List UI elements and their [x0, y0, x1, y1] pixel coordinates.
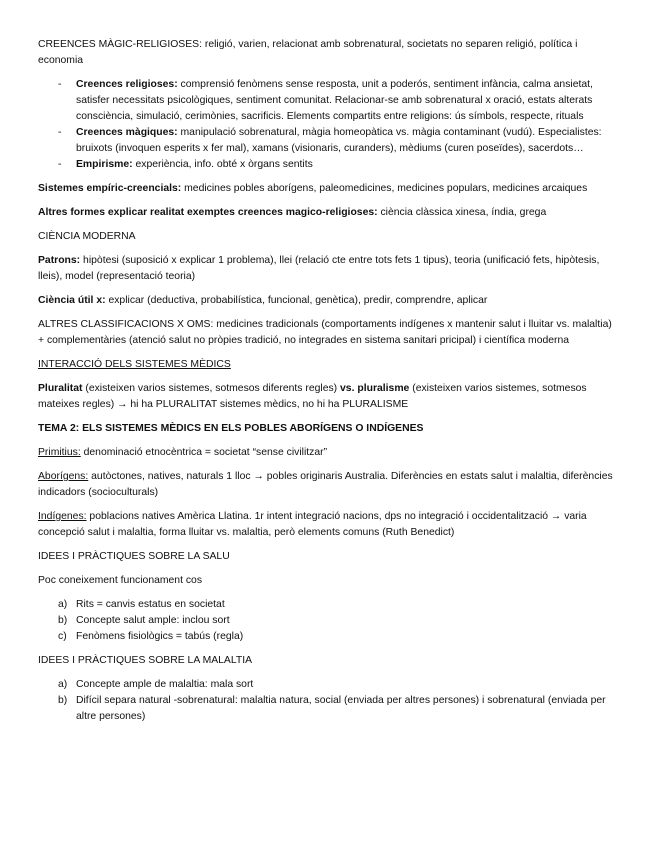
- term: Creences màgiques:: [76, 127, 178, 138]
- malaltia-list: [38, 677, 618, 725]
- list-marker: a): [58, 599, 68, 610]
- item-text: Fenòmens fisiològics = tabús (regla): [76, 631, 244, 642]
- list-marker: c): [58, 631, 67, 642]
- salut-list: [38, 597, 618, 645]
- list-item: [76, 125, 618, 157]
- aborigens-paragraph: [38, 469, 618, 501]
- interaccio-heading: [38, 357, 618, 373]
- definition: poblacions natives Amèrica Llatina. 1r intent integració nacions, dps no integració i occidentalització → varia concepció salut i malaltia, forma lluitar vs. malaltia, però elements comuns (Ruth Benedict): [38, 511, 587, 538]
- pluralitat-paragraph: [38, 381, 618, 413]
- item-text: Concepte salut ample: inclou sort: [76, 615, 230, 626]
- definition: experiència, info. obté x òrgans sentits: [132, 159, 313, 170]
- list-item: [58, 629, 618, 645]
- list-item: [76, 77, 618, 125]
- idees-salut-heading: IDEES I PRÀCTIQUES SOBRE LA SALU: [38, 551, 230, 562]
- ciencia-moderna-heading: CIÈNCIA MODERNA: [38, 231, 136, 242]
- altres-formes-paragraph: [38, 205, 618, 221]
- definition: autòctones, natives, naturals 1 lloc → pobles originaris Australia. Diferències en estats salut i malaltia, diferències indicadors (socioculturals): [38, 471, 613, 498]
- empiric-paragraph: [38, 181, 618, 197]
- primitius-paragraph: [38, 445, 618, 461]
- underlined-heading: INTERACCIÓ DELS SISTEMES MÈDICS: [38, 359, 231, 370]
- indigenes-paragraph: [38, 509, 618, 541]
- term: Altres formes explicar realitat exemptes creences magico-religioses:: [38, 207, 378, 218]
- term: Sistemes empíric-creencials:: [38, 183, 182, 194]
- list-item: [58, 613, 618, 629]
- list-item: [58, 693, 618, 725]
- poc-coneixement-paragraph: Poc coneixement funcionament cos: [38, 575, 203, 586]
- altres-classificacions-paragraph: ALTRES CLASSIFICACIONS X OMS: medicines tradicionals (comportaments indígenes x mantenir salut i lluitar vs. malaltia) + complementàries (atenció salut no pròpies tradició, no integrades en sistema sanitari pricipal) i científica moderna: [38, 319, 612, 346]
- definition: denominació etnocèntrica = societat “sense civilitzar”: [80, 447, 328, 458]
- term: Empirisme:: [76, 159, 133, 170]
- definition: comprensió fenòmens sense resposta, unit a poderós, sentiment infància, calma ansietat, satisfer necessitats psicològiques, sentiment comunitat. Relacionar-se amb sobrenatural x oració, estats alterats consciència, simulació, cerimònies, sacrificis. Elements compartits entre religions: ús símbols, respecte, rituals: [76, 79, 593, 122]
- list-item: [76, 157, 618, 173]
- item-text: Difícil separa natural -sobrenatural: malaltia natura, social (enviada per altres persones) i sobrenatural (enviada per altre persones): [76, 695, 606, 722]
- item-text: Concepte ample de malaltia: mala sort: [76, 679, 254, 690]
- list-marker: b): [58, 695, 68, 706]
- document-page: [38, 37, 618, 733]
- ciencia-util-paragraph: [38, 293, 618, 309]
- item-text: Rits = canvis estatus en societat: [76, 599, 225, 610]
- term: Pluralitat: [38, 383, 83, 394]
- list-marker: a): [58, 679, 68, 690]
- term: vs. pluralisme: [340, 383, 410, 394]
- term: Creences religioses:: [76, 79, 178, 90]
- creences-heading: CREENCES MÀGIC-RELIGIOSES: religió, varien, relacionat amb sobrenatural, societats no separen religió, política i economia: [38, 39, 578, 66]
- term: Aborígens:: [38, 471, 89, 482]
- definition: (existeixen varios sistemes, sotmesos diferents regles): [82, 383, 341, 394]
- list-item: [58, 677, 618, 693]
- list-item: [58, 597, 618, 613]
- definition: hipòtesi (suposició x explicar 1 problema), llei (relació cte entre tots fets 1 tipus), teoria (unificació fets, hipòtesis, lleis), model (representació teoria): [38, 255, 600, 282]
- term: Patrons:: [38, 255, 81, 266]
- definition: manipulació sobrenatural, màgia homeopàtica vs. màgia contaminant (vudú). Especialistes: bruixots (invoquen esperits x fer mal), xamans (visionaris, curanders), mèdiums (curen poseïdes), sacerdots…: [76, 127, 602, 154]
- definition: explicar (deductiva, probabilística, funcional, genètica), predir, comprendre, aplicar: [105, 295, 488, 306]
- definition: (existeixen varios sistemes, sotmesos mateixes regles) → hi ha PLURALITAT sistemes mèdics, no hi ha PLURALISME: [38, 383, 587, 410]
- creences-list: [38, 77, 618, 173]
- section-title: TEMA 2: ELS SISTEMES MÈDICS EN ELS POBLES ABORÍGENS O INDÍGENES: [38, 423, 424, 434]
- patrons-paragraph: [38, 253, 618, 285]
- tema2-heading: [38, 421, 618, 437]
- idees-malaltia-heading: IDEES I PRÀCTIQUES SOBRE LA MALALTIA: [38, 655, 253, 666]
- definition: ciència clàssica xinesa, índia, grega: [377, 207, 547, 218]
- list-marker: b): [58, 615, 68, 626]
- term: Primitius:: [38, 447, 81, 458]
- term: Indígenes:: [38, 511, 87, 522]
- term: Ciència útil x:: [38, 295, 106, 306]
- definition: medicines pobles aborígens, paleomedicines, medicines populars, medicines arcaiques: [181, 183, 588, 194]
